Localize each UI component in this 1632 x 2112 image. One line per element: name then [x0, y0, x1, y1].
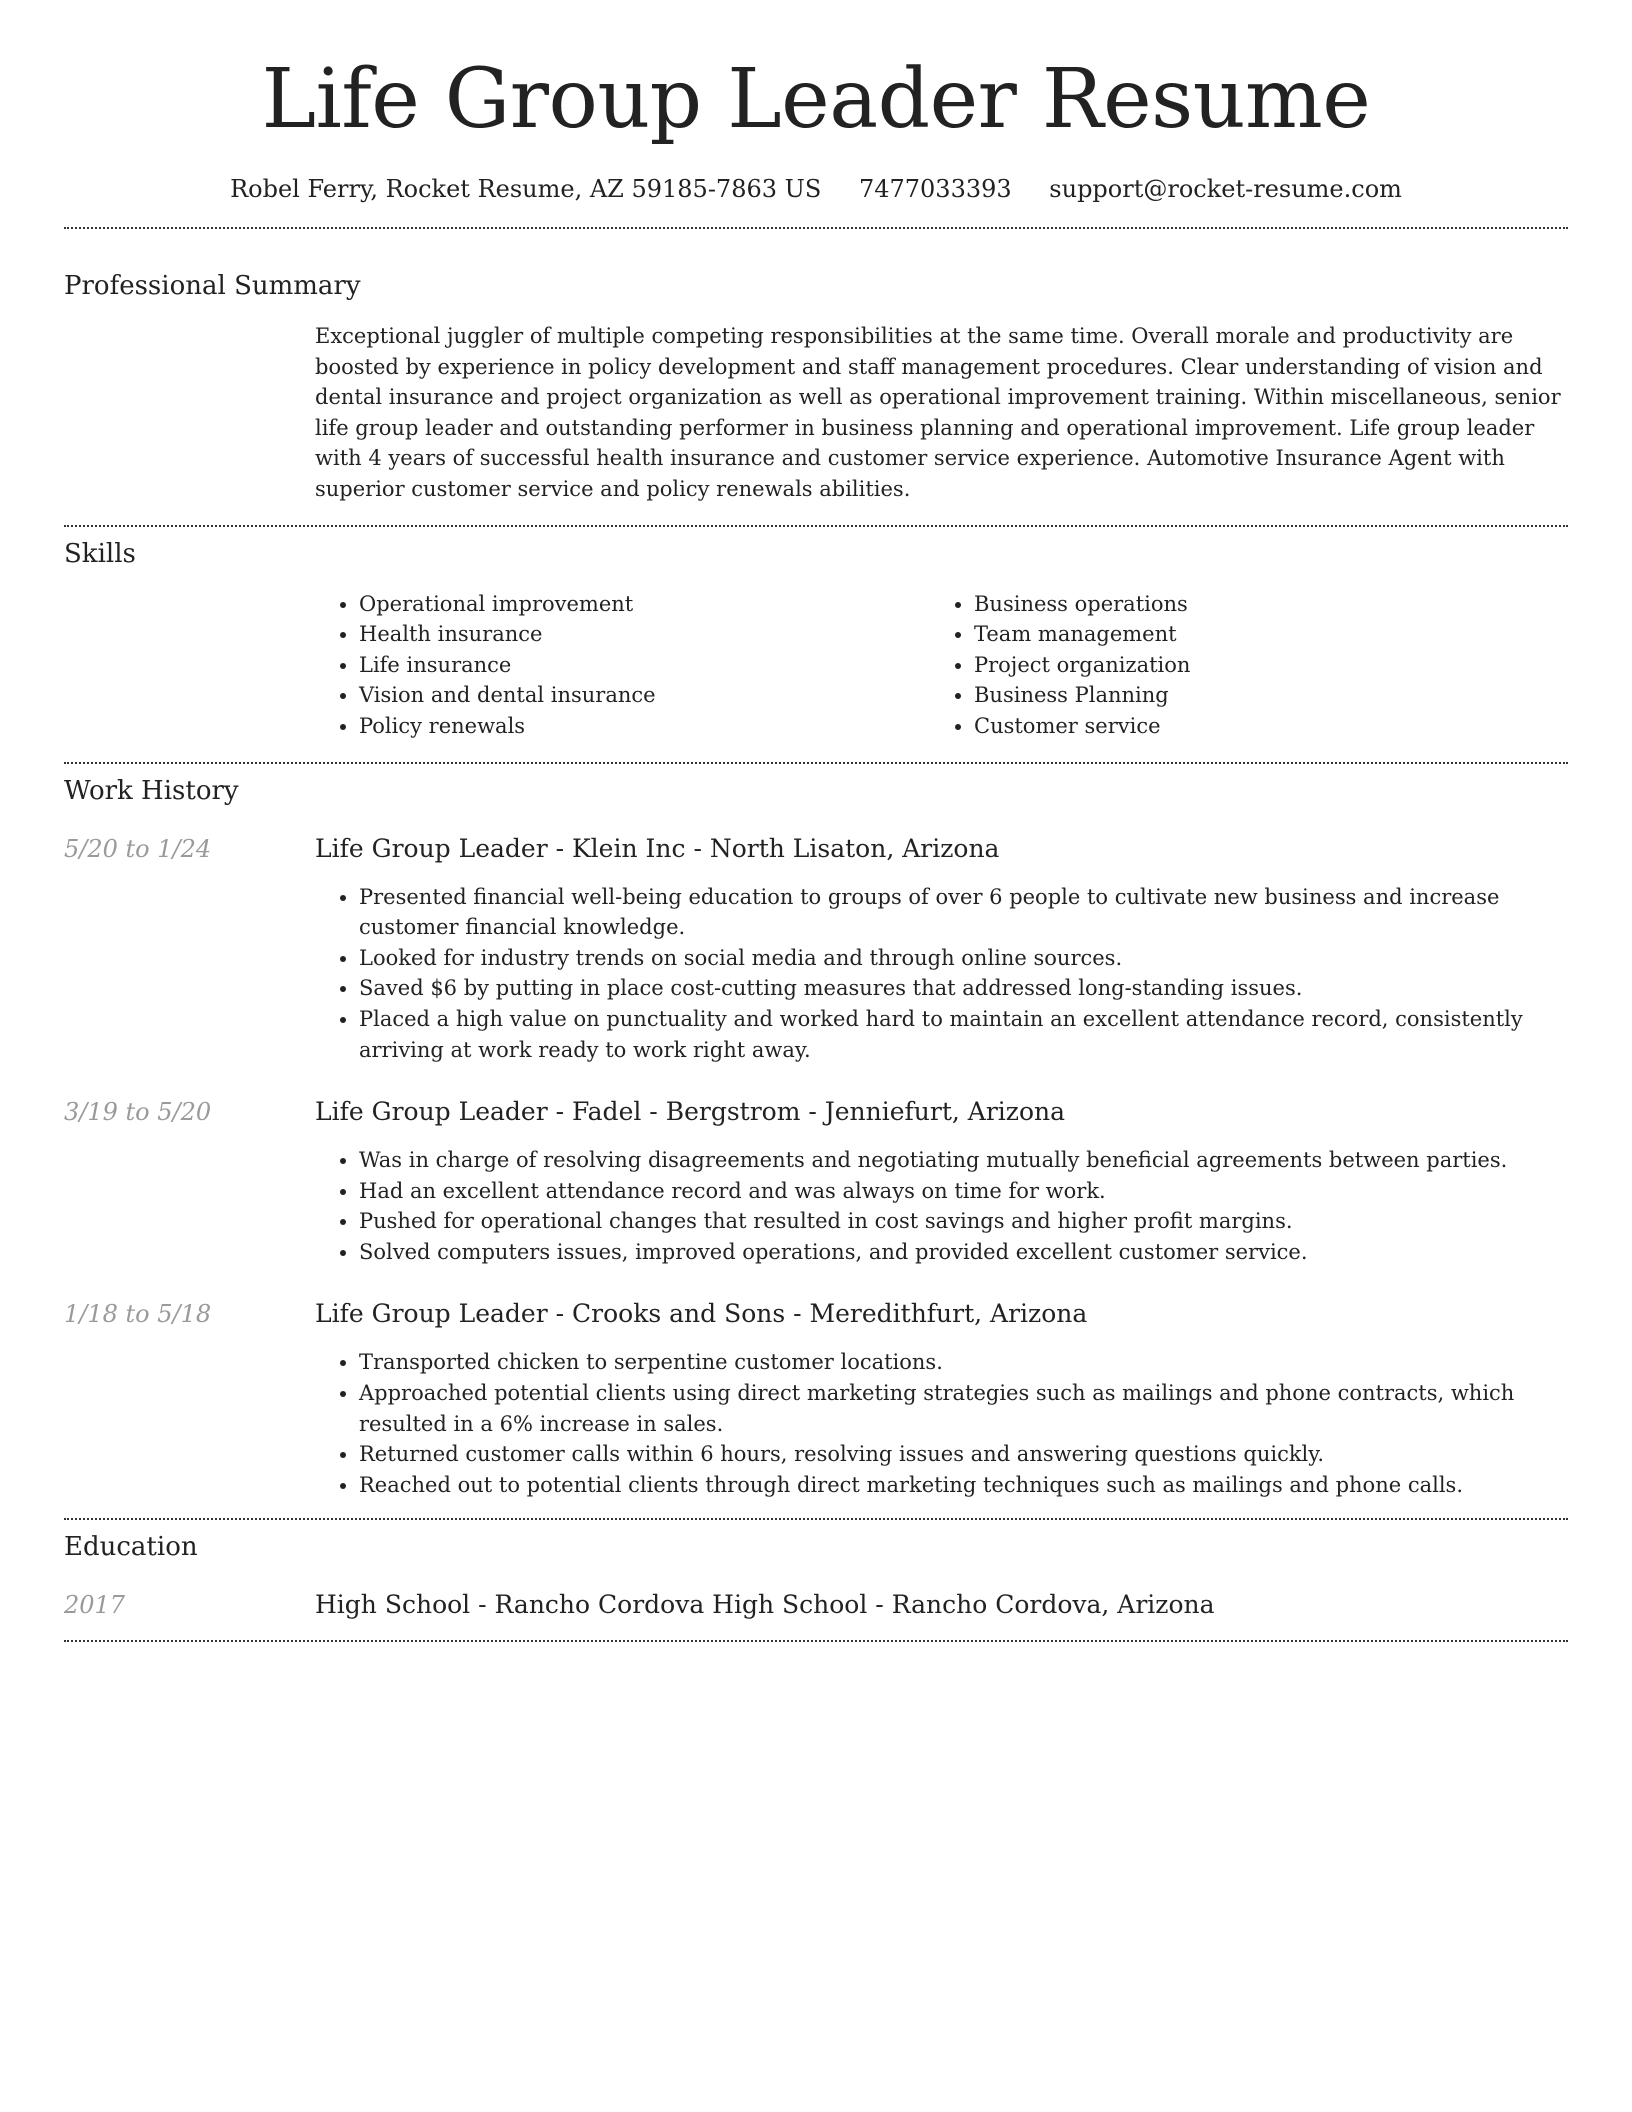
skill-item: • Operational improvement — [359, 589, 930, 620]
job-bullet: • Presented financial well-being education to groups of over 6 people to cultivate new business and increase customer financial knowledge. — [359, 882, 1568, 943]
education-year: 2017 — [64, 1591, 126, 1620]
job-bullet: • Returned customer calls within 6 hours, resolving issues and answering questions quickly. — [359, 1439, 1568, 1470]
divider — [64, 227, 1568, 229]
job-dates: 5/20 to 1/24 — [64, 834, 212, 863]
skill-item: • Vision and dental insurance — [359, 680, 930, 711]
education-school: High School - Rancho Cordova High School - Rancho Cordova, Arizona — [315, 1590, 1215, 1620]
work-heading: Work History — [64, 775, 239, 806]
job-bullet: • Saved $6 by putting in place cost-cutting measures that addressed long-standing issues. — [359, 973, 1568, 1004]
job-dates: 1/18 to 5/18 — [64, 1300, 212, 1329]
skill-item: • Policy renewals — [359, 711, 930, 742]
job-dates: 3/19 to 5/20 — [64, 1098, 212, 1127]
skill-item: • Project organization — [974, 650, 1530, 681]
job-title: Life Group Leader - Fadel - Bergstrom - Jenniefurt, Arizona — [315, 1097, 1066, 1127]
skill-item: • Business operations — [974, 589, 1530, 620]
divider — [64, 1640, 1568, 1642]
job-bullet: • Reached out to potential clients through direct marketing techniques such as mailings and phone calls. — [359, 1470, 1568, 1501]
job-bullet: • Looked for industry trends on social media and through online sources. — [359, 943, 1568, 974]
divider — [64, 762, 1568, 764]
job-title: Life Group Leader - Klein Inc - North Lisaton, Arizona — [315, 833, 1000, 863]
summary-text: Exceptional juggler of multiple competing responsibilities at the same time. Overall morale and productivity are boosted by experience in policy development and staff management procedures. Clear understanding of vision and dental insurance and project organization as well as operational improvement training. Within miscellaneous, senior life group leader and outstanding performer in business planning and operational improvement. Life group leader with 4 years of successful health insurance and customer service experience. Automotive Insurance Agent with superior customer service and policy renewals abilities. — [315, 324, 1561, 501]
job-bullet: • Placed a high value on punctuality and worked hard to maintain an excellent attendance record, consistently arriving at work ready to work right away. — [359, 1004, 1568, 1065]
skill-item: • Business Planning — [974, 680, 1530, 711]
job-bullet: • Had an excellent attendance record and was always on time for work. — [359, 1176, 1568, 1207]
skill-item: • Life insurance — [359, 650, 930, 681]
skill-item: • Team management — [974, 619, 1530, 650]
resume-title: Life Group Leader Resume — [261, 52, 1371, 147]
contact-email: support@rocket-resume.com — [1049, 175, 1402, 203]
skill-item: • Health insurance — [359, 619, 930, 650]
skills-column-right — [930, 589, 1530, 742]
skills-list — [315, 589, 1568, 742]
skills-column-left — [315, 589, 930, 742]
job-bullet: • Solved computers issues, improved operations, and provided excellent customer service. — [359, 1237, 1568, 1268]
divider — [64, 525, 1568, 527]
divider — [64, 1518, 1568, 1520]
job-bullet: • Transported chicken to serpentine customer locations. — [359, 1347, 1568, 1378]
contact-line — [64, 172, 1568, 206]
job-bullet: • Approached potential clients using direct marketing strategies such as mailings and phone contracts, which resulted in a 6% increase in sales. — [359, 1378, 1568, 1439]
resume-page — [64, 0, 1568, 1642]
skills-heading: Skills — [64, 538, 136, 569]
job-entry — [64, 1297, 1568, 1500]
job-title: Life Group Leader - Crooks and Sons - Meredithfurt, Arizona — [315, 1299, 1088, 1329]
job-bullets — [315, 1347, 1568, 1500]
job-bullet: • Pushed for operational changes that resulted in cost savings and higher profit margins. — [359, 1206, 1568, 1237]
skill-item: • Customer service — [974, 711, 1530, 742]
education-heading: Education — [64, 1532, 198, 1563]
job-bullet: • Was in charge of resolving disagreements and negotiating mutually beneficial agreements between parties. — [359, 1145, 1568, 1176]
job-entry — [64, 1095, 1568, 1267]
job-bullets — [315, 1145, 1568, 1267]
contact-phone: 7477033393 — [858, 175, 1012, 203]
job-bullets — [315, 882, 1568, 1066]
summary-heading: Professional Summary — [64, 271, 361, 301]
education-entry — [64, 1588, 1568, 1622]
contact-address: Robel Ferry, Rocket Resume, AZ 59185-7863 US — [230, 175, 822, 203]
job-entry — [64, 832, 1568, 1066]
